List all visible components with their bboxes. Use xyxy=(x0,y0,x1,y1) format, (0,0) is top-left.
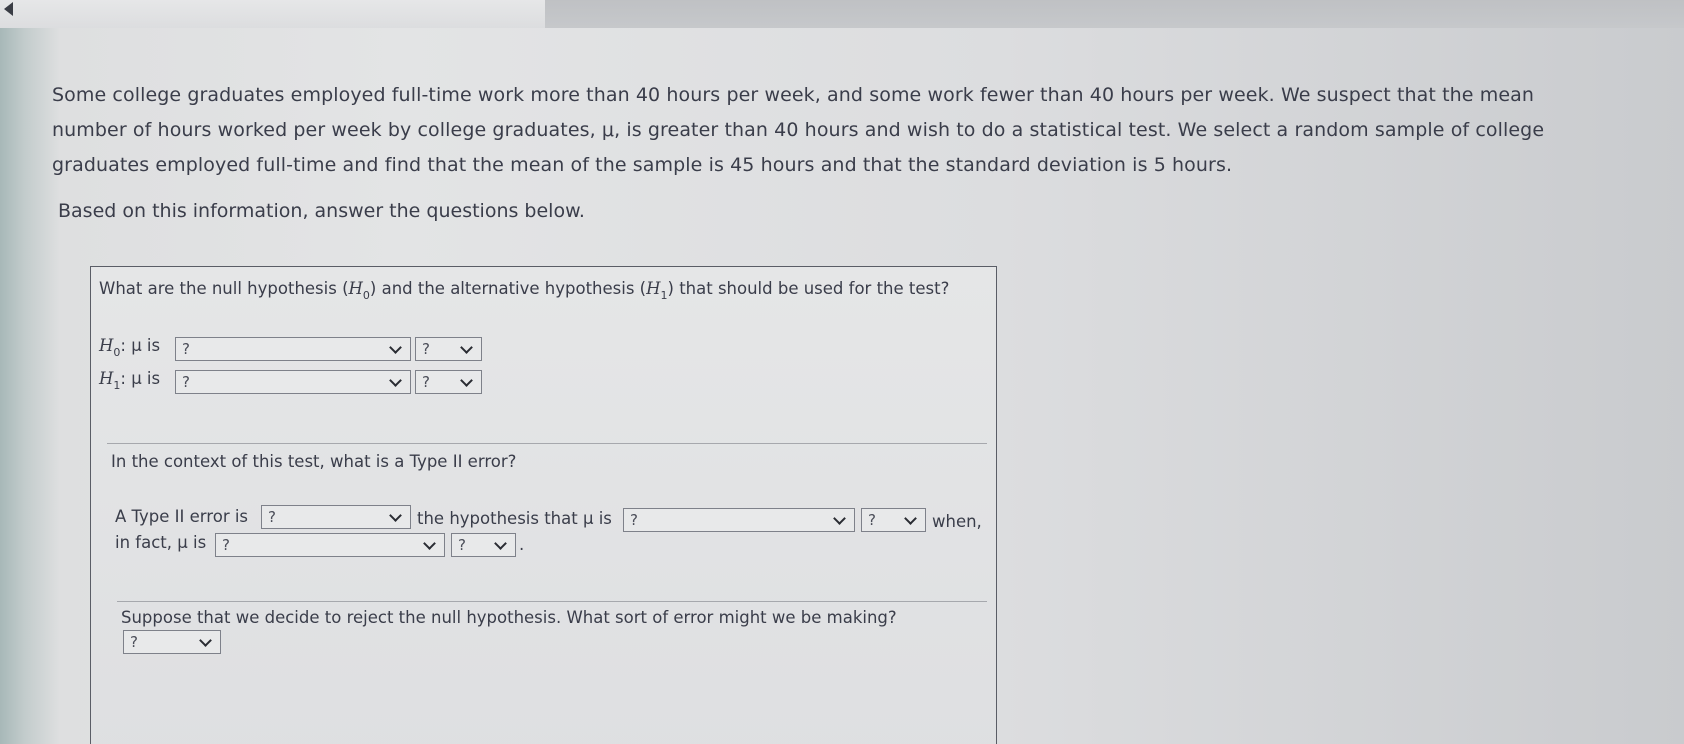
chevron-down-icon xyxy=(389,374,402,387)
type-ii-part-1: A Type II error is xyxy=(115,507,249,526)
chevron-down-icon xyxy=(833,512,846,525)
h1-value-value: ? xyxy=(422,373,430,391)
back-arrow-icon[interactable] xyxy=(4,2,13,16)
q1-text-a: What are the null hypothesis ( xyxy=(99,279,349,298)
top-bar-right xyxy=(545,0,1684,28)
h0-parameter-select[interactable] xyxy=(175,337,411,361)
h0-value-value: ? xyxy=(422,340,430,358)
reject-error-question: Suppose that we decide to reject the null hypothesis. What sort of error might we be making? xyxy=(121,608,897,627)
instructions: Based on this information, answer the questions below. xyxy=(58,200,585,222)
chevron-down-icon xyxy=(389,509,402,522)
chevron-down-icon xyxy=(389,341,402,354)
h1-row-symbol: H xyxy=(99,369,114,388)
chevron-down-icon xyxy=(460,341,473,354)
error-type-value: ? xyxy=(130,633,138,651)
type-ii-part-3: when, xyxy=(932,512,982,531)
h0-symbol: H xyxy=(348,279,363,298)
top-bar-left xyxy=(0,0,545,28)
type-ii-truth-value-select[interactable] xyxy=(451,533,516,557)
chevron-down-icon xyxy=(494,537,507,550)
h1-value-select[interactable] xyxy=(415,370,482,394)
h1-row-label xyxy=(99,369,161,392)
h0-row-symbol: H xyxy=(99,336,114,355)
h0-subscript: 0 xyxy=(362,289,370,302)
problem-statement xyxy=(52,78,1612,183)
chevron-down-icon xyxy=(199,634,212,647)
h0-row-subscript: 0 xyxy=(113,346,121,359)
type-ii-truth-value-value: ? xyxy=(458,536,466,554)
type-ii-period: . xyxy=(519,535,525,554)
h0-row-text: : μ is xyxy=(120,336,161,355)
hypothesis-question xyxy=(99,279,950,302)
chevron-down-icon xyxy=(423,537,436,550)
h1-parameter-value: ? xyxy=(182,373,190,391)
h0-row-label xyxy=(99,336,161,359)
type-ii-value-select[interactable] xyxy=(861,508,926,532)
h1-parameter-select[interactable] xyxy=(175,370,411,394)
type-ii-parameter-value: ? xyxy=(630,511,638,529)
type-ii-action-select[interactable] xyxy=(261,505,411,529)
q1-text-c: ) that should be used for the test? xyxy=(667,279,950,298)
chevron-down-icon xyxy=(904,512,917,525)
type-ii-truth-parameter-select[interactable] xyxy=(215,533,445,557)
type-ii-value-value: ? xyxy=(868,511,876,529)
type-ii-action-value: ? xyxy=(268,508,276,526)
type-ii-parameter-select[interactable] xyxy=(623,508,855,532)
h1-subscript: 1 xyxy=(660,289,668,302)
h0-value-select[interactable] xyxy=(415,337,482,361)
type-ii-part-4: in fact, μ is xyxy=(115,533,207,552)
problem-line-1: Some college graduates employed full-time work more than 40 hours per week, and some work fewer than 40 hours per week. We suspect that the mean xyxy=(52,84,1535,106)
h1-row-subscript: 1 xyxy=(113,379,121,392)
type-ii-truth-parameter-value: ? xyxy=(222,536,230,554)
error-type-select[interactable] xyxy=(123,630,221,654)
h1-row-text: : μ is xyxy=(120,369,161,388)
chevron-down-icon xyxy=(460,374,473,387)
h1-symbol: H xyxy=(646,279,661,298)
type-ii-part-2: the hypothesis that μ is xyxy=(417,509,612,528)
question-card xyxy=(90,266,997,744)
h0-parameter-value: ? xyxy=(182,340,190,358)
section-divider xyxy=(107,443,987,444)
section-divider xyxy=(117,601,987,602)
q1-text-b: ) and the alternative hypothesis ( xyxy=(369,279,647,298)
problem-line-3: graduates employed full-time and find that the mean of the sample is 45 hours and that the standard deviation is 5 hours. xyxy=(52,154,1233,176)
type-ii-question: In the context of this test, what is a Type II error? xyxy=(111,452,517,471)
problem-line-2: number of hours worked per week by college graduates, μ, is greater than 40 hours and wish to do a statistical test. We select a random sample of college xyxy=(52,119,1545,141)
